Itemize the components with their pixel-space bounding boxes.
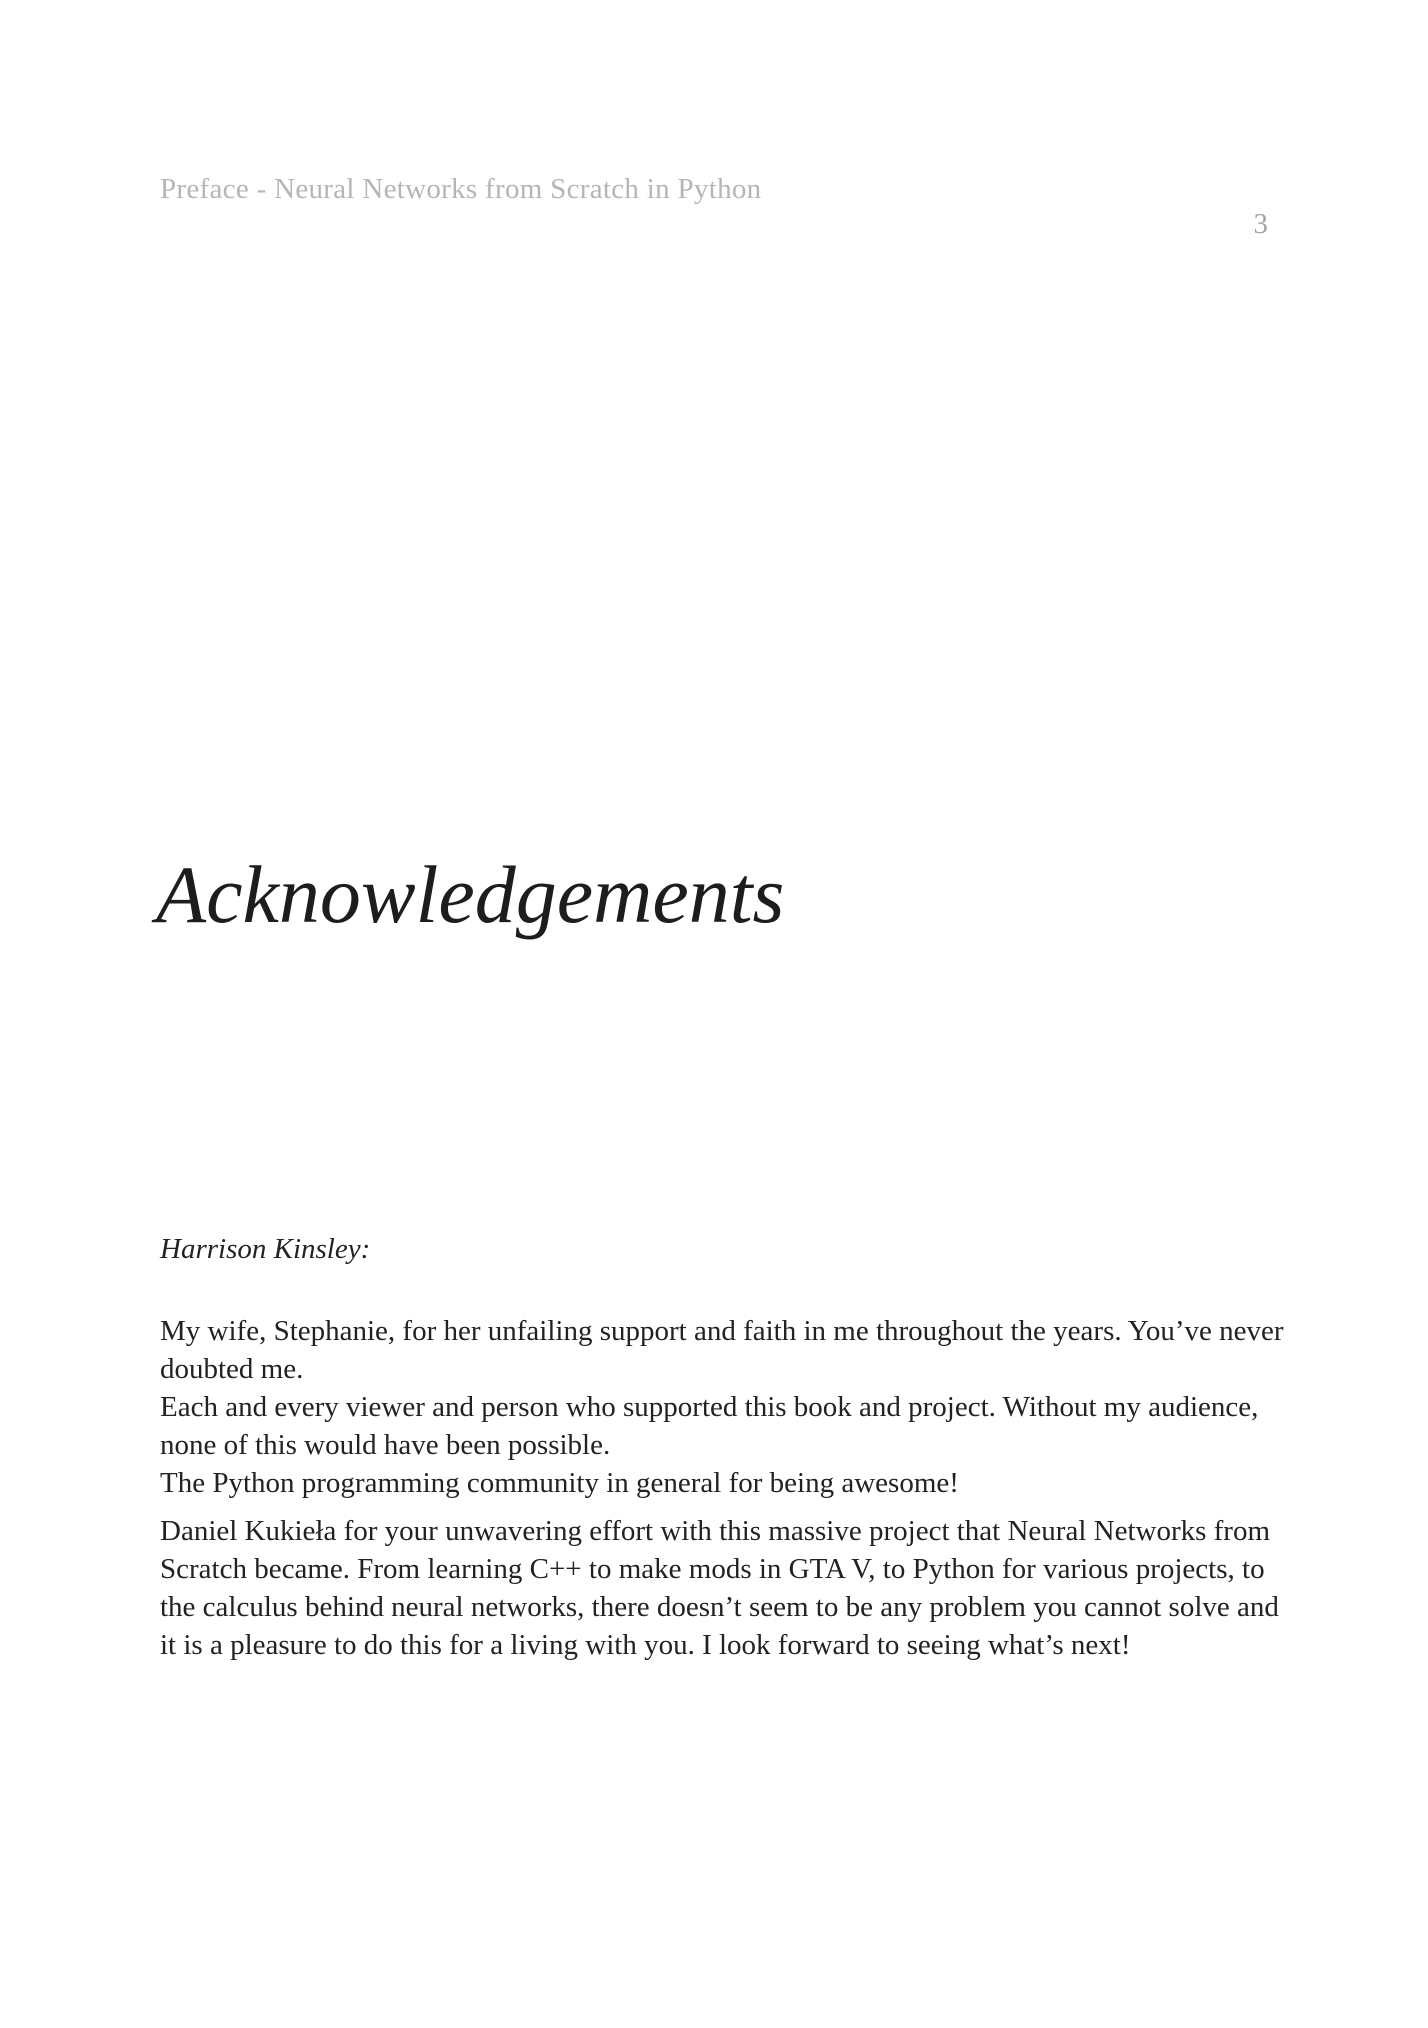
text-line: Each and every viewer and person who supported this book and project. Without my audience, [160, 1391, 1259, 1423]
text-line: none of this would have been possible. [160, 1429, 611, 1461]
attribution-name: Harrison Kinsley: [160, 1233, 371, 1265]
acknowledgement-paragraph-2 [160, 1512, 1279, 1664]
text-line: My wife, Stephanie, for her unfailing support and faith in me throughout the years. You’ve never [160, 1315, 1284, 1347]
page-number: 3 [1253, 208, 1268, 240]
text-line: it is a pleasure to do this for a living with you. I look forward to seeing what’s next! [160, 1629, 1131, 1661]
chapter-title: Acknowledgements [156, 849, 785, 940]
running-header: Preface - Neural Networks from Scratch in Python [160, 173, 762, 205]
text-line: Scratch became. From learning C++ to make mods in GTA V, to Python for various projects, to [160, 1553, 1265, 1585]
text-line: doubted me. [160, 1353, 304, 1385]
text-line: Daniel Kukieła for your unwavering effort with this massive project that Neural Networks from [160, 1515, 1271, 1547]
acknowledgement-paragraph-1 [160, 1312, 1284, 1502]
text-line: The Python programming community in general for being awesome! [160, 1467, 959, 1499]
text-line: the calculus behind neural networks, there doesn’t seem to be any problem you cannot solve and [160, 1591, 1279, 1623]
